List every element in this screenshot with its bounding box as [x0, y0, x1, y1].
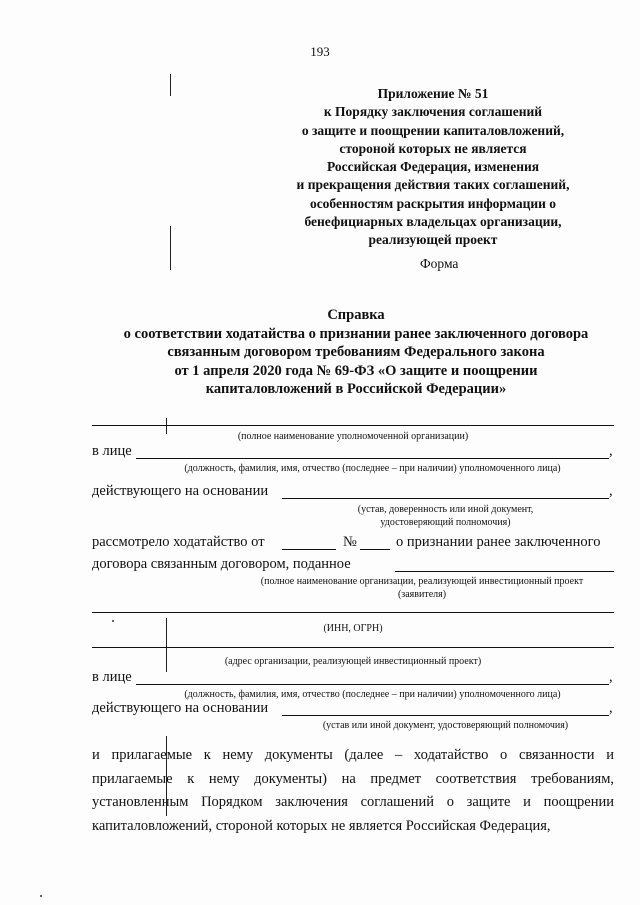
scan-mark — [170, 226, 171, 270]
appendix-line: стороной которых не является — [339, 140, 527, 156]
hint-position: (должность, фамилия, имя, отчество (последнее – при наличии) уполномоченного лица) — [184, 463, 561, 474]
petition-date-field[interactable] — [282, 549, 336, 550]
applicant-field[interactable] — [395, 571, 614, 572]
hint-applicant-1: (полное наименование организации, реализующей инвестиционный проект — [260, 576, 584, 587]
body-paragraph: и прилагаемые к нему документы (далее – ходатайство о связанности и прилагаемые к нему документы) на предмет соответствия требованиям, установленным Порядком заключения соглашений о защите и поощрении капиталовложений, стороной которых не является Российская Федерация, — [92, 747, 614, 834]
hint-charter-1: (устав, доверенность или иной документ, — [357, 504, 534, 515]
number-sign: № — [343, 534, 357, 550]
hint-position-2: (должность, фамилия, имя, отчество (последнее – при наличии) уполномоченного лица) — [184, 689, 561, 700]
acting-basis-label: действующего на основании — [92, 483, 269, 499]
considered-label-2: о признании ранее заключенного — [396, 534, 601, 550]
hint-applicant-2: (заявителя) — [397, 589, 447, 600]
considered-label: рассмотрело ходатайство от — [92, 534, 265, 550]
comma: , — [609, 443, 613, 459]
document-title-line: капиталовложений в Российской Федерации» — [205, 381, 507, 398]
in-person-label-2: в лице — [92, 669, 132, 685]
hint-charter-2: удостоверяющий полномочия) — [380, 517, 511, 528]
appendix-line: бенефициарных владельцах организации, — [304, 214, 562, 230]
acting-basis-field-2[interactable] — [282, 715, 609, 716]
appendix-title: Приложение № 51 — [377, 86, 489, 101]
in-person-field[interactable] — [136, 458, 609, 459]
comma: , — [609, 483, 613, 499]
appendix-line: к Порядку заключения соглашений — [323, 104, 543, 120]
org-name-field[interactable] — [92, 425, 614, 426]
comma: , — [609, 700, 613, 716]
appendix-line: Российская Федерация, изменения — [326, 159, 540, 175]
petition-number-field[interactable] — [360, 549, 390, 550]
document-title-line: о соответствии ходатайства о признании ранее заключенного договора — [123, 325, 589, 342]
document-heading: Справка — [327, 307, 385, 323]
appendix-line: о защите и поощрении капиталовложений, — [301, 122, 565, 138]
contract-label: договора связанным договором, поданное — [92, 556, 351, 572]
address-field[interactable] — [92, 647, 614, 648]
document-title — [96, 306, 616, 399]
appendix-line: особенностям раскрытия информации о — [309, 195, 557, 211]
hint-address: (адрес организации, реализующей инвестиционный проект) — [224, 656, 482, 667]
document-title-line: связанным договором требованиям Федерального закона — [167, 344, 545, 361]
acting-basis-label-2: действующего на основании — [92, 700, 269, 716]
in-person-field-2[interactable] — [136, 684, 609, 685]
appendix-header — [272, 85, 594, 250]
appendix-line: и прекращения действия таких соглашений, — [296, 177, 570, 193]
acting-basis-field[interactable] — [282, 498, 609, 499]
inn-ogrn-field[interactable] — [92, 612, 614, 613]
in-person-label: в лице — [92, 443, 132, 459]
scan-mark — [170, 74, 171, 96]
hint-charter-3: (устав или иной документ, удостоверяющий полномочия) — [322, 720, 569, 731]
appendix-line: реализующей проект — [368, 232, 498, 248]
page-number: 193 — [310, 44, 330, 59]
comma: , — [609, 669, 613, 685]
form-label: Форма — [420, 256, 459, 271]
hint-inn: (ИНН, ОГРН) — [323, 623, 383, 634]
scan-dot — [40, 895, 42, 897]
document-title-line: от 1 апреля 2020 года № 69-ФЗ «О защите и поощрении — [174, 362, 538, 379]
hint-org-name: (полное наименование уполномоченной организации) — [237, 431, 469, 442]
